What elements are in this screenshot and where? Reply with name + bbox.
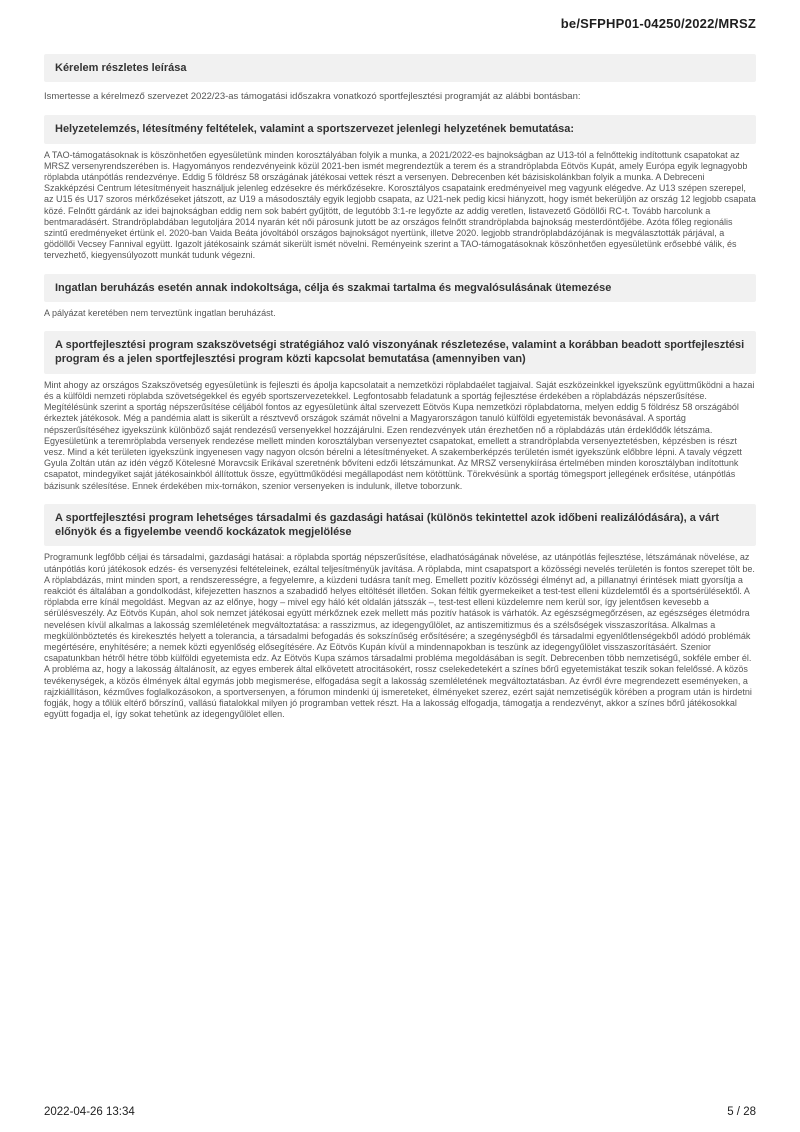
section-heading-social-economic-impact: A sportfejlesztési program lehetséges társadalmi és gazdasági hatásai (különös tekintettel azok időbeni realizálódására), a várt előnyök és a figyelembe veendő kockázatok megjelölése	[44, 504, 756, 547]
intro-text: Ismertesse a kérelmező szervezet 2022/23-as támogatási időszakra vonatkozó sportfejlesztési programját az alábbi bontásban:	[44, 91, 581, 103]
footer-page-number: 5 / 28	[727, 1106, 756, 1118]
page-footer	[44, 1106, 756, 1118]
section-body-situation-analysis: A TAO-támogatásoknak is köszönhetően egyesületünk minden korosztályában folyik a munka, a 2021/2022-es bajnokságban az U13-tól a felnőttekig indítottunk csapatokat az MRSZ versenyrendszerében is. Hagyományos rendezvényeink közül 2021-ben ismét megrendeztük a terem és a strandröplabda Eötvös Kupát, amely Európa egyik legnagyobb röplabda utánpótlás rendezvénye. Eddig 5 földrész 58 országának játékosai vettek részt a versenyen. Debrecenben két bázisiskolánkban folyik a munka. A Debreceni Szakképzési Centrum létesítményeit használjuk jelenleg edzésekre és mérkőzésekre. Korosztályos csapataink eredményeivel meg vagyunk elégedve. Az U13 szépen szerepel, az U15 és U17 szoros mérkőzéseket játszott, az U19 a másodosztály egyik legjobb csapata, az U21-nek pedig kicsi hiányzott, hogy ismét bekerüljön az ország 12 legjobb csapata közé. Felnőtt gárdánk az idei bajnokságban eddig nem sok babért gyűjtött, de legutóbb 3:1-re legyőzte az addig veretlen, listavezető Gödöllői RC-t. Tovább harcolunk a bentmaradásért. Strandröplabdában legutoljára 2014 nyarán két női párosunk jutott be az országos felnőtt strandröplabda bajnokság mesterdöntőjébe. Azóta főleg regionális szintű eredményeket értünk el. 2020-ban Vaida Beáta jóvoltából országos bajnokságot nyertünk, illetve 2020. legjobb strandröplabdázójának is megválasztották párjával, a gödöllői Vecsey Fannival együtt. Igazolt játékosaink számát sikerült ismét növelni. Reményeink szerint a TAO-támogatásoknak köszönhetően egyesületünk erősebbé válik, és tervezhető, kiegyensúlyozott munkát tudunk végezni.	[44, 149, 756, 261]
document-reference: be/SFPHP01-04250/2022/MRSZ	[560, 16, 756, 31]
section-body-real-estate-investment: A pályázat keretében nem terveztünk ingatlan beruházást.	[44, 307, 276, 318]
footer-timestamp: 2022-04-26 13:34	[44, 1106, 135, 1118]
page-title: Kérelem részletes leírása	[44, 54, 756, 82]
section-heading-situation-analysis: Helyzetelemzés, létesítmény feltételek, valamint a sportszervezet jelenlegi helyzetének bemutatása:	[44, 115, 756, 143]
section-heading-real-estate-investment: Ingatlan beruházás esetén annak indokoltsága, célja és szakmai tartalma és megvalósulásának ütemezése	[44, 274, 756, 302]
section-body-social-economic-impact: Programunk legfőbb céljai és társadalmi, gazdasági hatásai: a röplabda sportág népszerűsítése, eladhatóságának növelése, az utánpótlás fejlesztése, létszámának növelése, az utánpótlás korú játékosok edzés- és versenyzési feltételeinek, ezáltal teljesítményük javítása. A röplabda, mint csapatsport a közösségi nevelés területén is fontos szerepet tölt be. A röplabdázás, mint minden sport, a rendszerességre, a fegyelemre, a küzdeni tudásra tanít meg. Emellett pozitív közösségi élményt ad, a pillanatnyi érintések miatt gyorsítja a reakciót és általában a gondolkodást, kifejezetten hasznos a szabadidő helyes eltöltését illetően. Sokan féltik gyermekeiket a test-test elleni küzdelemtől és a sportsérülésektől. A röplabda erre kínál megoldást. Megvan az az előnye, hogy – mivel egy háló két oldalán játsszák –, test-test elleni küzdelemre nem kerül sor, így jelentősen kevesebb a sérülésveszély. Az Eötvös Kupán, ahol sok nemzet játékosai együtt mérkőznek ezek mellett más pozitív hatások is várhatók. Az egészségmegőrzésen, az egészséges életmódra nevelésen kívül alkalmas a lakosság szemléletének megváltoztatása: a rasszizmus, az idegengyűlölet, az antiszemitizmus és a szélsőségek visszaszorítása. Alkalmas a megkülönböztetés és kirekesztés helyett a tolerancia, a társadalmi befogadás és sokszínűség erősítésére; a szegénységből és társadalmi egyenlőtlenségekből adódó problémák megértésére, enyhítésére; a nemek közti egyenlőség elősegítésére. Az Eötvös Kupán kívül a mindennapokban is teszünk az idegengyűlölet visszaszorításáért. Szenior csapatunkban hétről hétre több külföldi egyetemista edz. Az Eötvös Kupa számos társadalmi probléma megoldásában is segít. Debrecenben több nemzetiségű, sokféle ember él. A probléma az, hogy a lakosság általánosít, az egyes emberek által elkövetett atrocitásokért, rossz cselekedetekért a színes bőrű egyetemistákat teszik sokan felelőssé. A közös tevékenységek, a közös élmények által egymás jobb megismerése, elfogadása segít a lakosság szemléletének megváltoztatásban. Az évről évre megrendezett eseményeken, a rajzkiállításon, kézműves foglalkozásokon, a sportversenyen, a fórumon mindenki új ismereteket, élményeket szerez, ezért saját nemzetiségük körében a program után is hirdetni fogják, hogy a tőlük eltérő bőrszínű, vallású fiatalokkal milyen jó programban vettek részt. Ha a lakosság elfogadja, támogatja a rendezvényt, akkor a színes bőrű játékosokkal együtt fogadja el, így sokat tehetünk az idegengyűlölet ellen.	[44, 552, 755, 720]
section-heading-federation-strategy: A sportfejlesztési program szakszövetségi stratégiához való viszonyának részletezése, valamint a korábban beadott sportfejlesztési program és a jelen sportfejlesztési program közti kapcsolat bemutatása (amennyiben van)	[44, 331, 756, 374]
section-body-federation-strategy: Mint ahogy az országos Szakszövetség egyesületünk is fejleszti és ápolja kapcsolatait a nemzetközi röplabdaélet tagjaival. Saját eszközeinkkel igyekszünk együttműködni a hazai és a külföldi nemzeti röplabda szövetségekkel és egyéb sportszervezetekkel. Legfontosabb feladatunk a sportág fejlesztése érdekében a röplabdázás népszerűsítése. Megítélésünk szerint a sportág népszerűsítése céljából fontos az egyesületünk által szervezett Eötvös Kupa nemzetközi röplabdatorna, melyen eddig 5 földrész 58 országából érkeztek játékosok. Még a pandémia alatt is sikerült a résztvevő országok számát növelni a Magyarországon tanuló külföldi egyetemisták bevonásával. A sportág népszerűsítéséhez igyekszünk különböző saját rendezésű versenyekkel hozzájárulni. Ezen rendezvények után érezhetően nő a röplabdázás után érdeklődők létszáma. Egyesületünk a teremröplabda versenyek rendezése mellett minden korosztályban versenyeztet csapatokat, emellett a strandröplabda versenyeztetésben, képzésben is részt vesz. Mind a két területen igyekszünk ingyenesen vagy nagyon olcsón bérelni a létesítményeket. A szakemberképzés területén ismét igyekszünk előbbre lépni. A tavaly végzett Gyula Zoltán után az idén végző Kötelesné Moravcsik Erikával szeretnénk bővíteni edzői létszámunkat. Az MRSZ versenykiírása értelmében minden korosztályban indítottunk csapatot, mindegyiket saját játékosainkból állítottuk össze, együttműködési megállapodást nem kötöttünk. Törekvésünk a sportág tömegsport jellegének erősítése, utánpótlás bázisunk szélesítése. Ennek érdekében mix-tornákon, szenior versenyeken is indulunk, illetve toborzunk.	[44, 379, 755, 491]
